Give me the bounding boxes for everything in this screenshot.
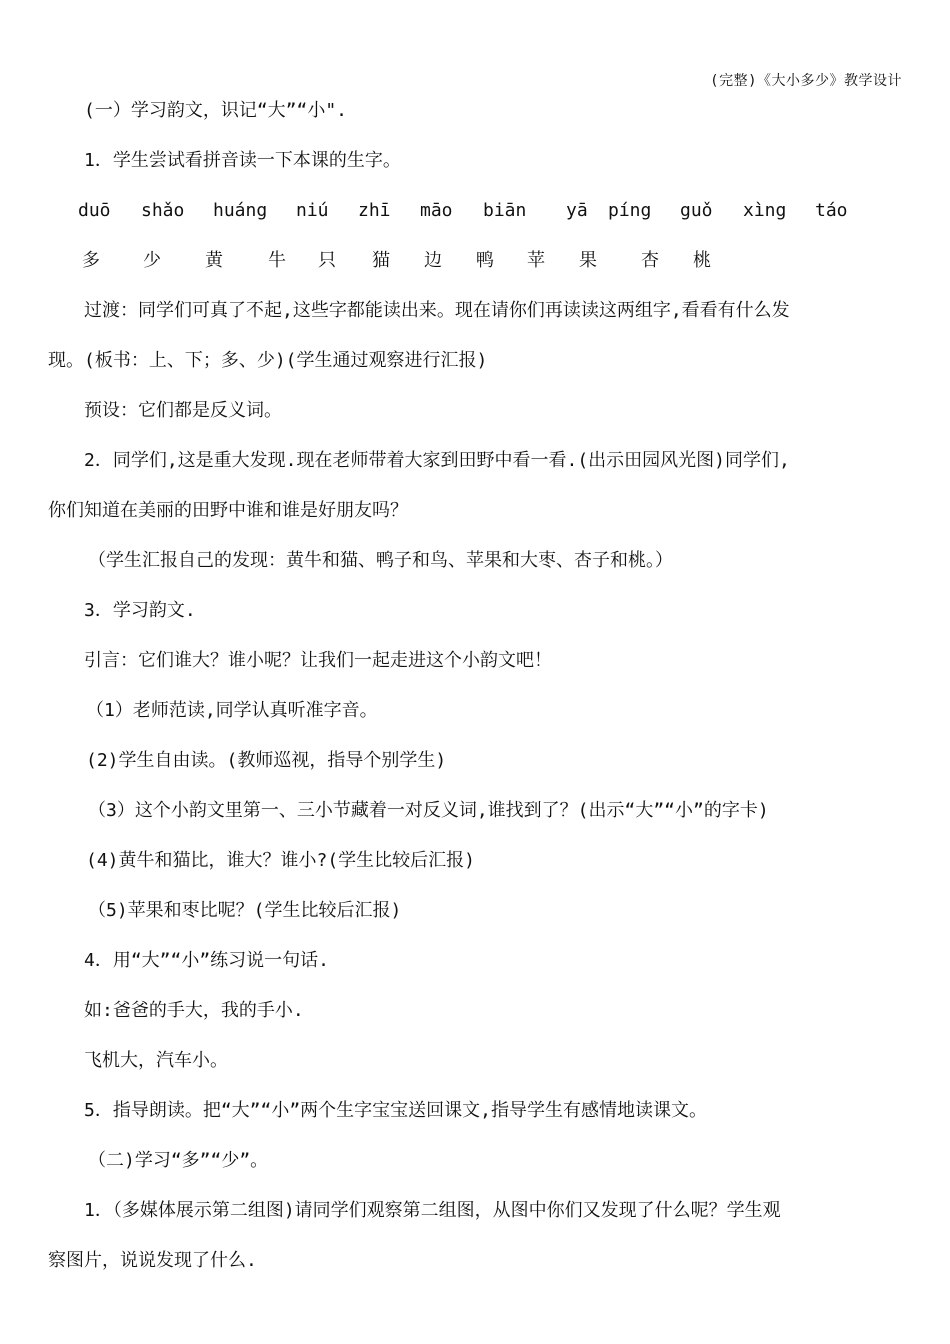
character-item: 猫 <box>372 250 390 271</box>
paragraph: (4)黄牛和猫比，谁大？谁小?(学生比较后汇报) <box>86 850 476 871</box>
paragraph: 4．用“大”“小”练习说一句话. <box>84 950 330 971</box>
character-item: 边 <box>424 250 442 271</box>
character-item: 杏 <box>641 250 659 271</box>
pinyin-item: guǒ <box>680 200 713 221</box>
pinyin-item: zhī <box>358 200 391 221</box>
character-item: 牛 <box>268 250 286 271</box>
character-item: 只 <box>318 250 336 271</box>
page-header: (完整)《大小多少》教学设计 <box>710 73 902 89</box>
pinyin-row <box>0 199 950 225</box>
pinyin-item: niú <box>296 200 329 221</box>
character-item: 果 <box>579 250 597 271</box>
pinyin-item: píng <box>608 200 652 221</box>
paragraph: 你们知道在美丽的田野中谁和谁是好朋友吗？ <box>48 500 408 521</box>
paragraph: （1）老师范读,同学认真听准字音。 <box>86 700 378 721</box>
paragraph: （学生汇报自己的发现：黄牛和猫、鸭子和鸟、苹果和大枣、杏子和桃。） <box>88 550 673 571</box>
paragraph: （5)苹果和枣比呢？(学生比较后汇报) <box>88 900 402 921</box>
paragraph: 如:爸爸的手大，我的手小. <box>84 1000 304 1021</box>
paragraph: 1．（多媒体展示第二组图)请同学们观察第二组图，从图中你们又发现了什么呢？学生观 <box>84 1200 781 1221</box>
paragraph: 过渡：同学们可真了不起,这些字都能读出来。现在请你们再读读这两组字,看看有什么发 <box>84 300 790 321</box>
paragraph: 3．学习韵文. <box>84 600 196 621</box>
character-item: 桃 <box>693 250 711 271</box>
paragraph: 引言：它们谁大？谁小呢？让我们一起走进这个小韵文吧！ <box>84 650 552 671</box>
paragraph: (2)学生自由读。(教师巡视，指导个别学生) <box>86 750 447 771</box>
character-row <box>0 249 950 275</box>
paragraph: 预设：它们都是反义词。 <box>84 400 282 421</box>
paragraph: 2．同学们,这是重大发现.现在老师带着大家到田野中看一看.(出示田园风光图)同学们, <box>84 450 790 471</box>
paragraph: （3）这个小韵文里第一、三小节藏着一对反义词,谁找到了？(出示“大”“小”的字卡) <box>88 800 769 821</box>
pinyin-item: biān <box>483 200 527 221</box>
pinyin-item: yā <box>566 200 588 221</box>
pinyin-item: huáng <box>213 200 268 221</box>
pinyin-item: táo <box>815 200 848 221</box>
character-item: 苹 <box>527 250 545 271</box>
character-item: 黄 <box>205 250 223 271</box>
paragraph: 1．学生尝试看拼音读一下本课的生字。 <box>84 150 401 171</box>
paragraph: 飞机大，汽车小。 <box>84 1050 228 1071</box>
pinyin-item: duō <box>78 200 111 221</box>
paragraph: 察图片，说说发现了什么. <box>48 1250 257 1271</box>
pinyin-item: māo <box>420 200 453 221</box>
paragraph: 5．指导朗读。把“大”“小”两个生字宝宝送回课文,指导学生有感情地读课文。 <box>84 1100 708 1121</box>
paragraph: 现。(板书：上、下；多、少)(学生通过观察进行汇报) <box>48 350 488 371</box>
character-item: 多 <box>82 250 100 271</box>
character-item: 少 <box>143 250 161 271</box>
pinyin-item: shǎo <box>141 200 185 221</box>
character-item: 鸭 <box>476 250 494 271</box>
section-heading-2: （二)学习“多”“少”。 <box>88 1150 269 1171</box>
section-heading-1: (一）学习韵文，识记“大”“小". <box>84 100 348 121</box>
pinyin-item: xìng <box>743 200 787 221</box>
